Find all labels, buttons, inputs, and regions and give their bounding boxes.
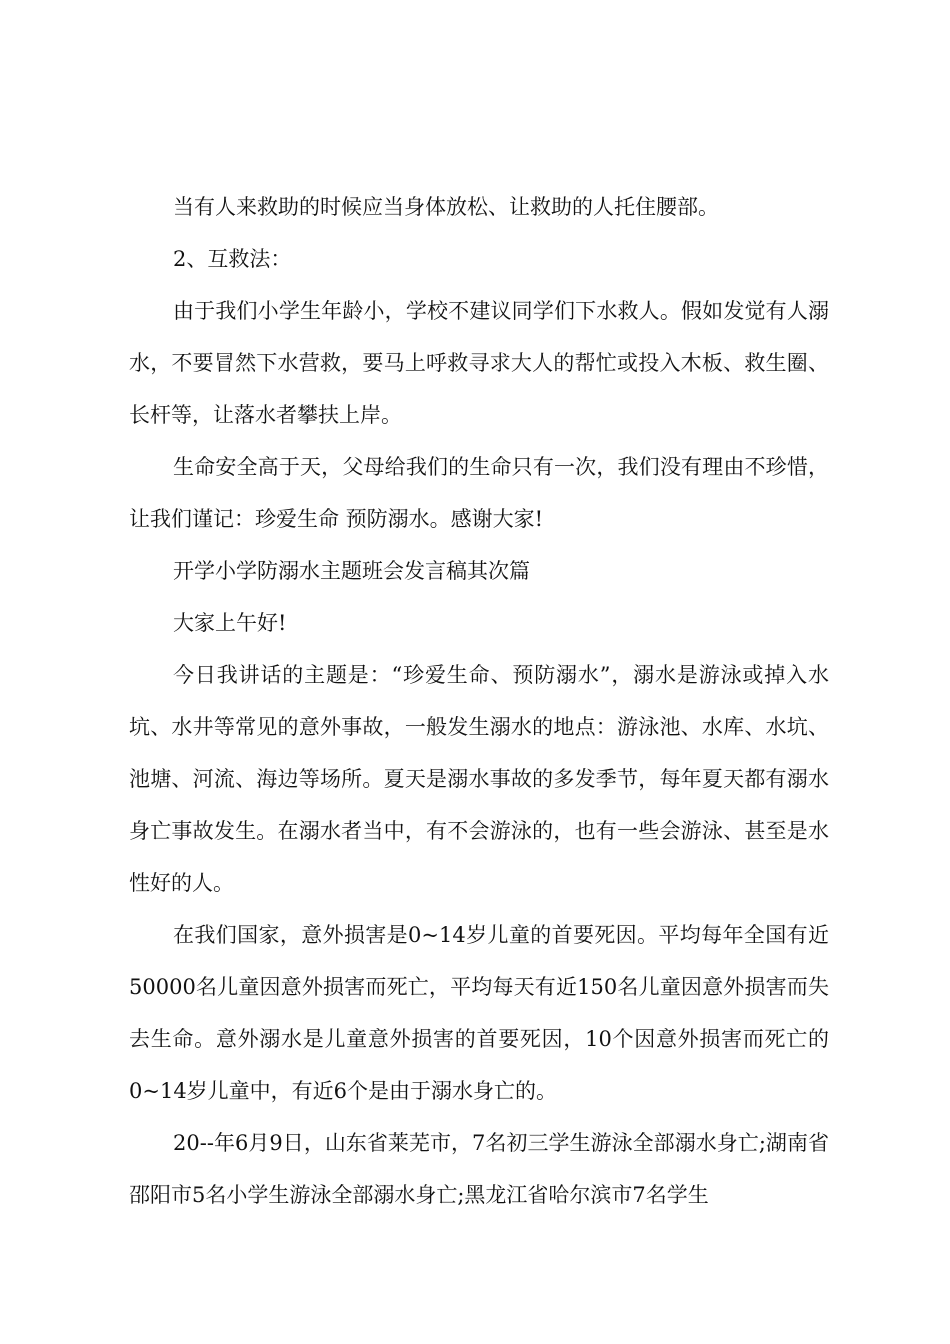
paragraph-statistics: 在我们国家，意外损害是0~14岁儿童的首要死因。平均每年全国有近50000名儿童因意外损害而死亡，平均每天有近150名儿童因意外损害而失去生命。意外溺水是儿童意外损害的首要死因，10个因意外损害而死亡的0~14岁儿童中，有近6个是由于溺水身亡的。 bbox=[129, 923, 829, 1103]
section-heading-mutual-rescue: 2、互救法： bbox=[173, 247, 292, 271]
greeting: 大家上午好! bbox=[173, 611, 287, 635]
paragraph-incidents: 20--年6月9日，山东省莱芜市，7名初三学生游泳全部溺水身亡;湖南省邵阳市5名小学生游泳全部溺水身亡;黑龙江省哈尔滨市7名学生 bbox=[129, 1131, 829, 1207]
paragraph-self-rescue-end: 当有人来救助的时候应当身体放松、让救助的人托住腰部。 bbox=[173, 195, 719, 219]
paragraph-closing: 生命安全高于天，父母给我们的生命只有一次，我们没有理由不珍惜，让我们谨记：珍爱生命 预防溺水。感谢大家! bbox=[129, 455, 829, 531]
speech-title-second: 开学小学防溺水主题班会发言稿其次篇 bbox=[173, 559, 530, 583]
paragraph-topic-intro: 今日我讲话的主题是：“珍爱生命、预防溺水”，溺水是游泳或掉入水坑、水井等常见的意外事故，一般发生溺水的地点：游泳池、水库、水坑、池塘、河流、海边等场所。夏天是溺水事故的多发季节，每年夏天都有溺水身亡事故发生。在溺水者当中，有不会游泳的，也有一些会游泳、甚至是水性好的人。 bbox=[129, 663, 829, 895]
paragraph-mutual-rescue: 由于我们小学生年龄小，学校不建议同学们下水救人。假如发觉有人溺水，不要冒然下水营救，要马上呼救寻求大人的帮忙或投入木板、救生圈、长杆等，让落水者攀扶上岸。 bbox=[129, 299, 829, 427]
